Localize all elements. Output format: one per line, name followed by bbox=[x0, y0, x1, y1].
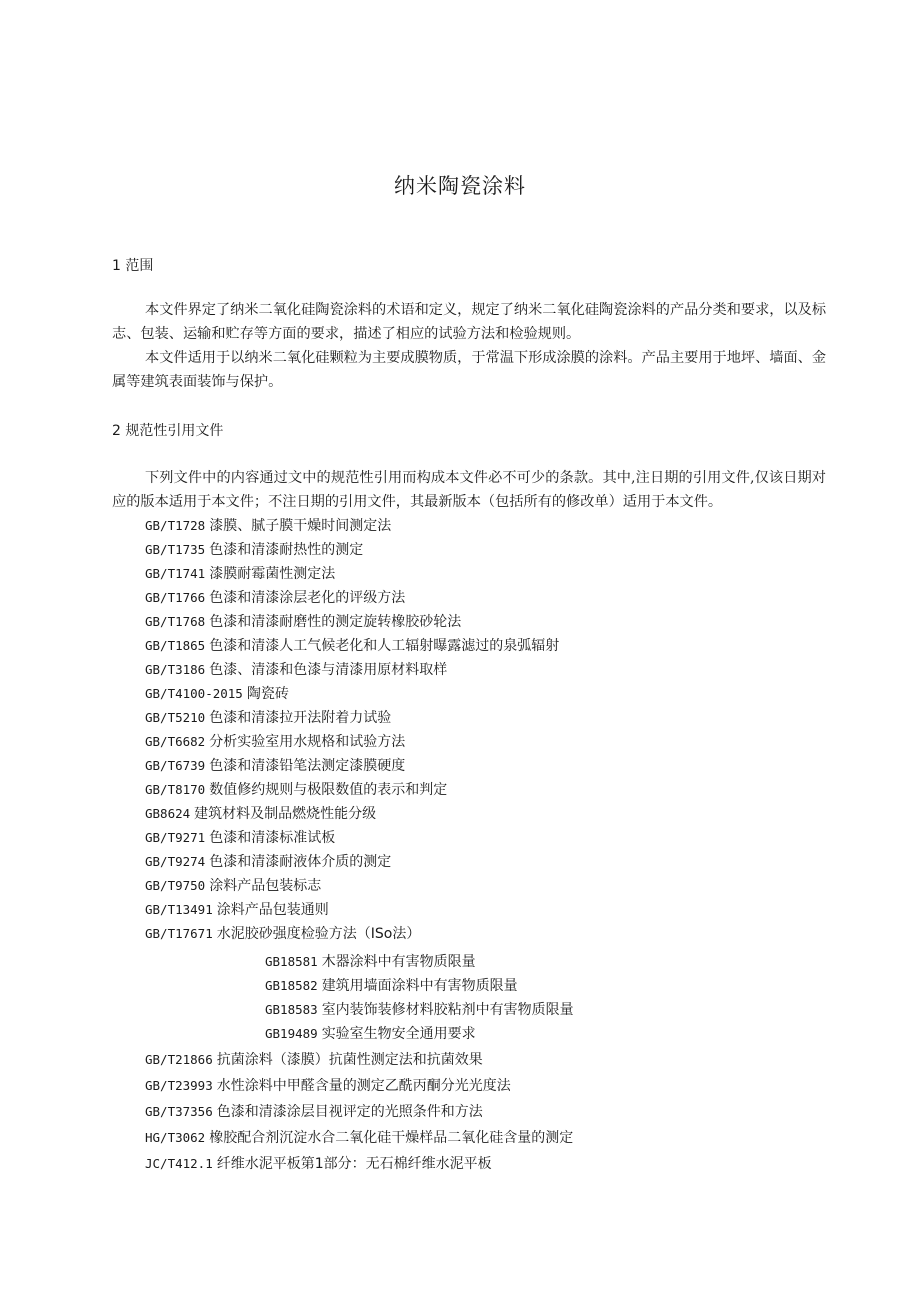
reference-name: 数值修约规则与极限数值的表示和判定 bbox=[209, 782, 448, 798]
reference-code: GB18581 bbox=[265, 954, 318, 969]
scope-paragraph-1: 本文件界定了纳米二氧化硅陶瓷涂料的术语和定义，规定了纳米二氧化硅陶瓷涂料的产品分类和要求，以及标志、包装、运输和贮存等方面的要求，描述了相应的试验方法和检验规则。 bbox=[112, 302, 827, 342]
scope-paragraph-2: 本文件适用于以纳米二氧化硅颗粒为主要成膜物质，于常温下形成涂膜的涂料。产品主要用于地坪、墙面、金属等建筑表面装饰与保护。 bbox=[112, 350, 827, 390]
reference-name: 色漆和清漆拉开法附着力试验 bbox=[209, 710, 392, 726]
reference-item bbox=[145, 754, 559, 778]
reference-name: 陶瓷砖 bbox=[246, 686, 289, 702]
reference-item bbox=[145, 514, 559, 538]
reference-code: GB/T9271 bbox=[145, 830, 206, 845]
reference-item bbox=[145, 538, 559, 562]
additional-reference-list bbox=[145, 1047, 573, 1177]
reference-item bbox=[145, 874, 559, 898]
reference-name: 色漆和清漆耐液体介质的测定 bbox=[209, 854, 392, 870]
reference-item bbox=[145, 730, 559, 754]
reference-name: 色漆和清漆耐磨性的测定旋转橡胶砂轮法 bbox=[209, 614, 462, 630]
references-intro-paragraph: 下列文件中的内容通过文中的规范性引用而构成本文件必不可少的条款。其中,注日期的引用文件,仅该日期对应的版本适用于本文件；不注日期的引用文件，其最新版本（包括所有的修改单）适用于本文件。 bbox=[112, 470, 826, 510]
reference-item bbox=[145, 706, 559, 730]
reference-name: 建筑材料及制品燃烧性能分级 bbox=[194, 806, 377, 822]
reference-item bbox=[145, 610, 559, 634]
reference-code: GB/T1735 bbox=[145, 542, 206, 557]
document-title: 纳米陶瓷涂料 bbox=[394, 174, 526, 198]
reference-name: 分析实验室用水规格和试验方法 bbox=[209, 734, 406, 750]
reference-code: GB8624 bbox=[145, 806, 191, 821]
section-2-heading: 2 规范性引用文件 bbox=[112, 423, 224, 439]
reference-code: GB/T1741 bbox=[145, 566, 206, 581]
reference-item bbox=[265, 1022, 574, 1046]
reference-item bbox=[265, 974, 574, 998]
reference-item bbox=[145, 562, 559, 586]
reference-name: 色漆和清漆耐热性的测定 bbox=[209, 542, 364, 558]
reference-code: GB/T1768 bbox=[145, 614, 206, 629]
reference-code: GB/T8170 bbox=[145, 782, 206, 797]
reference-code: GB/T4100-2015 bbox=[145, 686, 243, 701]
reference-item bbox=[145, 922, 559, 946]
reference-code: GB/T3186 bbox=[145, 662, 206, 677]
reference-name: 漆膜、腻子膜干燥时间测定法 bbox=[209, 518, 392, 534]
reference-code: GB/T21866 bbox=[145, 1052, 213, 1067]
reference-code: GB/T1766 bbox=[145, 590, 206, 605]
reference-code: GB18582 bbox=[265, 978, 318, 993]
reference-name: 水性涂料中甲醛含量的测定乙酰丙酮分光光度法 bbox=[216, 1078, 511, 1094]
reference-code: GB18583 bbox=[265, 1002, 318, 1017]
section-1-heading: 1 范围 bbox=[112, 258, 154, 274]
reference-code: GB/T9274 bbox=[145, 854, 206, 869]
reference-list bbox=[145, 514, 559, 946]
reference-item bbox=[145, 826, 559, 850]
reference-name: 纤维水泥平板第1部分：无石棉纤维水泥平板 bbox=[216, 1156, 492, 1172]
reference-code: HG/T3062 bbox=[145, 1130, 206, 1145]
reference-item bbox=[145, 1047, 573, 1073]
reference-name: 橡胶配合剂沉淀水合二氧化硅干燥样品二氧化硅含量的测定 bbox=[209, 1130, 574, 1146]
reference-item bbox=[145, 1073, 573, 1099]
reference-name: 色漆和清漆铅笔法测定漆膜硬度 bbox=[209, 758, 406, 774]
reference-name: 色漆和清漆标准试板 bbox=[209, 830, 336, 846]
reference-item bbox=[265, 950, 574, 974]
reference-code: GB/T17671 bbox=[145, 926, 213, 941]
reference-name: 漆膜耐霉菌性测定法 bbox=[209, 566, 336, 582]
reference-name: 色漆和清漆人工气候老化和人工辐射曝露滤过的泉弧辐射 bbox=[209, 638, 560, 654]
indented-reference-list bbox=[265, 950, 574, 1046]
reference-name: 木器涂料中有害物质限量 bbox=[321, 954, 476, 970]
reference-name: 色漆和清漆涂层目视评定的光照条件和方法 bbox=[216, 1104, 483, 1120]
reference-item bbox=[145, 1151, 573, 1177]
reference-name: 涂料产品包装通则 bbox=[216, 902, 329, 918]
reference-item bbox=[145, 1125, 573, 1151]
reference-item bbox=[265, 998, 574, 1022]
reference-name: 建筑用墙面涂料中有害物质限量 bbox=[321, 978, 518, 994]
reference-code: GB/T1865 bbox=[145, 638, 206, 653]
reference-item bbox=[145, 898, 559, 922]
reference-code: GB/T13491 bbox=[145, 902, 213, 917]
reference-code: GB/T37356 bbox=[145, 1104, 213, 1119]
reference-name: 抗菌涂料（漆膜）抗菌性测定法和抗菌效果 bbox=[216, 1052, 483, 1068]
reference-item bbox=[145, 1099, 573, 1125]
reference-code: GB/T1728 bbox=[145, 518, 206, 533]
reference-code: GB/T23993 bbox=[145, 1078, 213, 1093]
reference-code: JC/T412.1 bbox=[145, 1156, 213, 1171]
reference-item bbox=[145, 850, 559, 874]
reference-code: GB19489 bbox=[265, 1026, 318, 1041]
reference-code: GB/T6682 bbox=[145, 734, 206, 749]
reference-item bbox=[145, 778, 559, 802]
reference-name: 实验室生物安全通用要求 bbox=[321, 1026, 476, 1042]
reference-item bbox=[145, 658, 559, 682]
reference-code: GB/T5210 bbox=[145, 710, 206, 725]
reference-name: 涂料产品包装标志 bbox=[209, 878, 322, 894]
reference-name: 色漆和清漆涂层老化的评级方法 bbox=[209, 590, 406, 606]
reference-code: GB/T9750 bbox=[145, 878, 206, 893]
reference-code: GB/T6739 bbox=[145, 758, 206, 773]
reference-name: 水泥胶砂强度检验方法（ISo法） bbox=[216, 926, 421, 942]
reference-name: 室内装饰装修材料胶粘剂中有害物质限量 bbox=[321, 1002, 574, 1018]
reference-item bbox=[145, 802, 559, 826]
reference-item bbox=[145, 586, 559, 610]
reference-item bbox=[145, 634, 559, 658]
reference-name: 色漆、清漆和色漆与清漆用原材料取样 bbox=[209, 662, 448, 678]
reference-item bbox=[145, 682, 559, 706]
